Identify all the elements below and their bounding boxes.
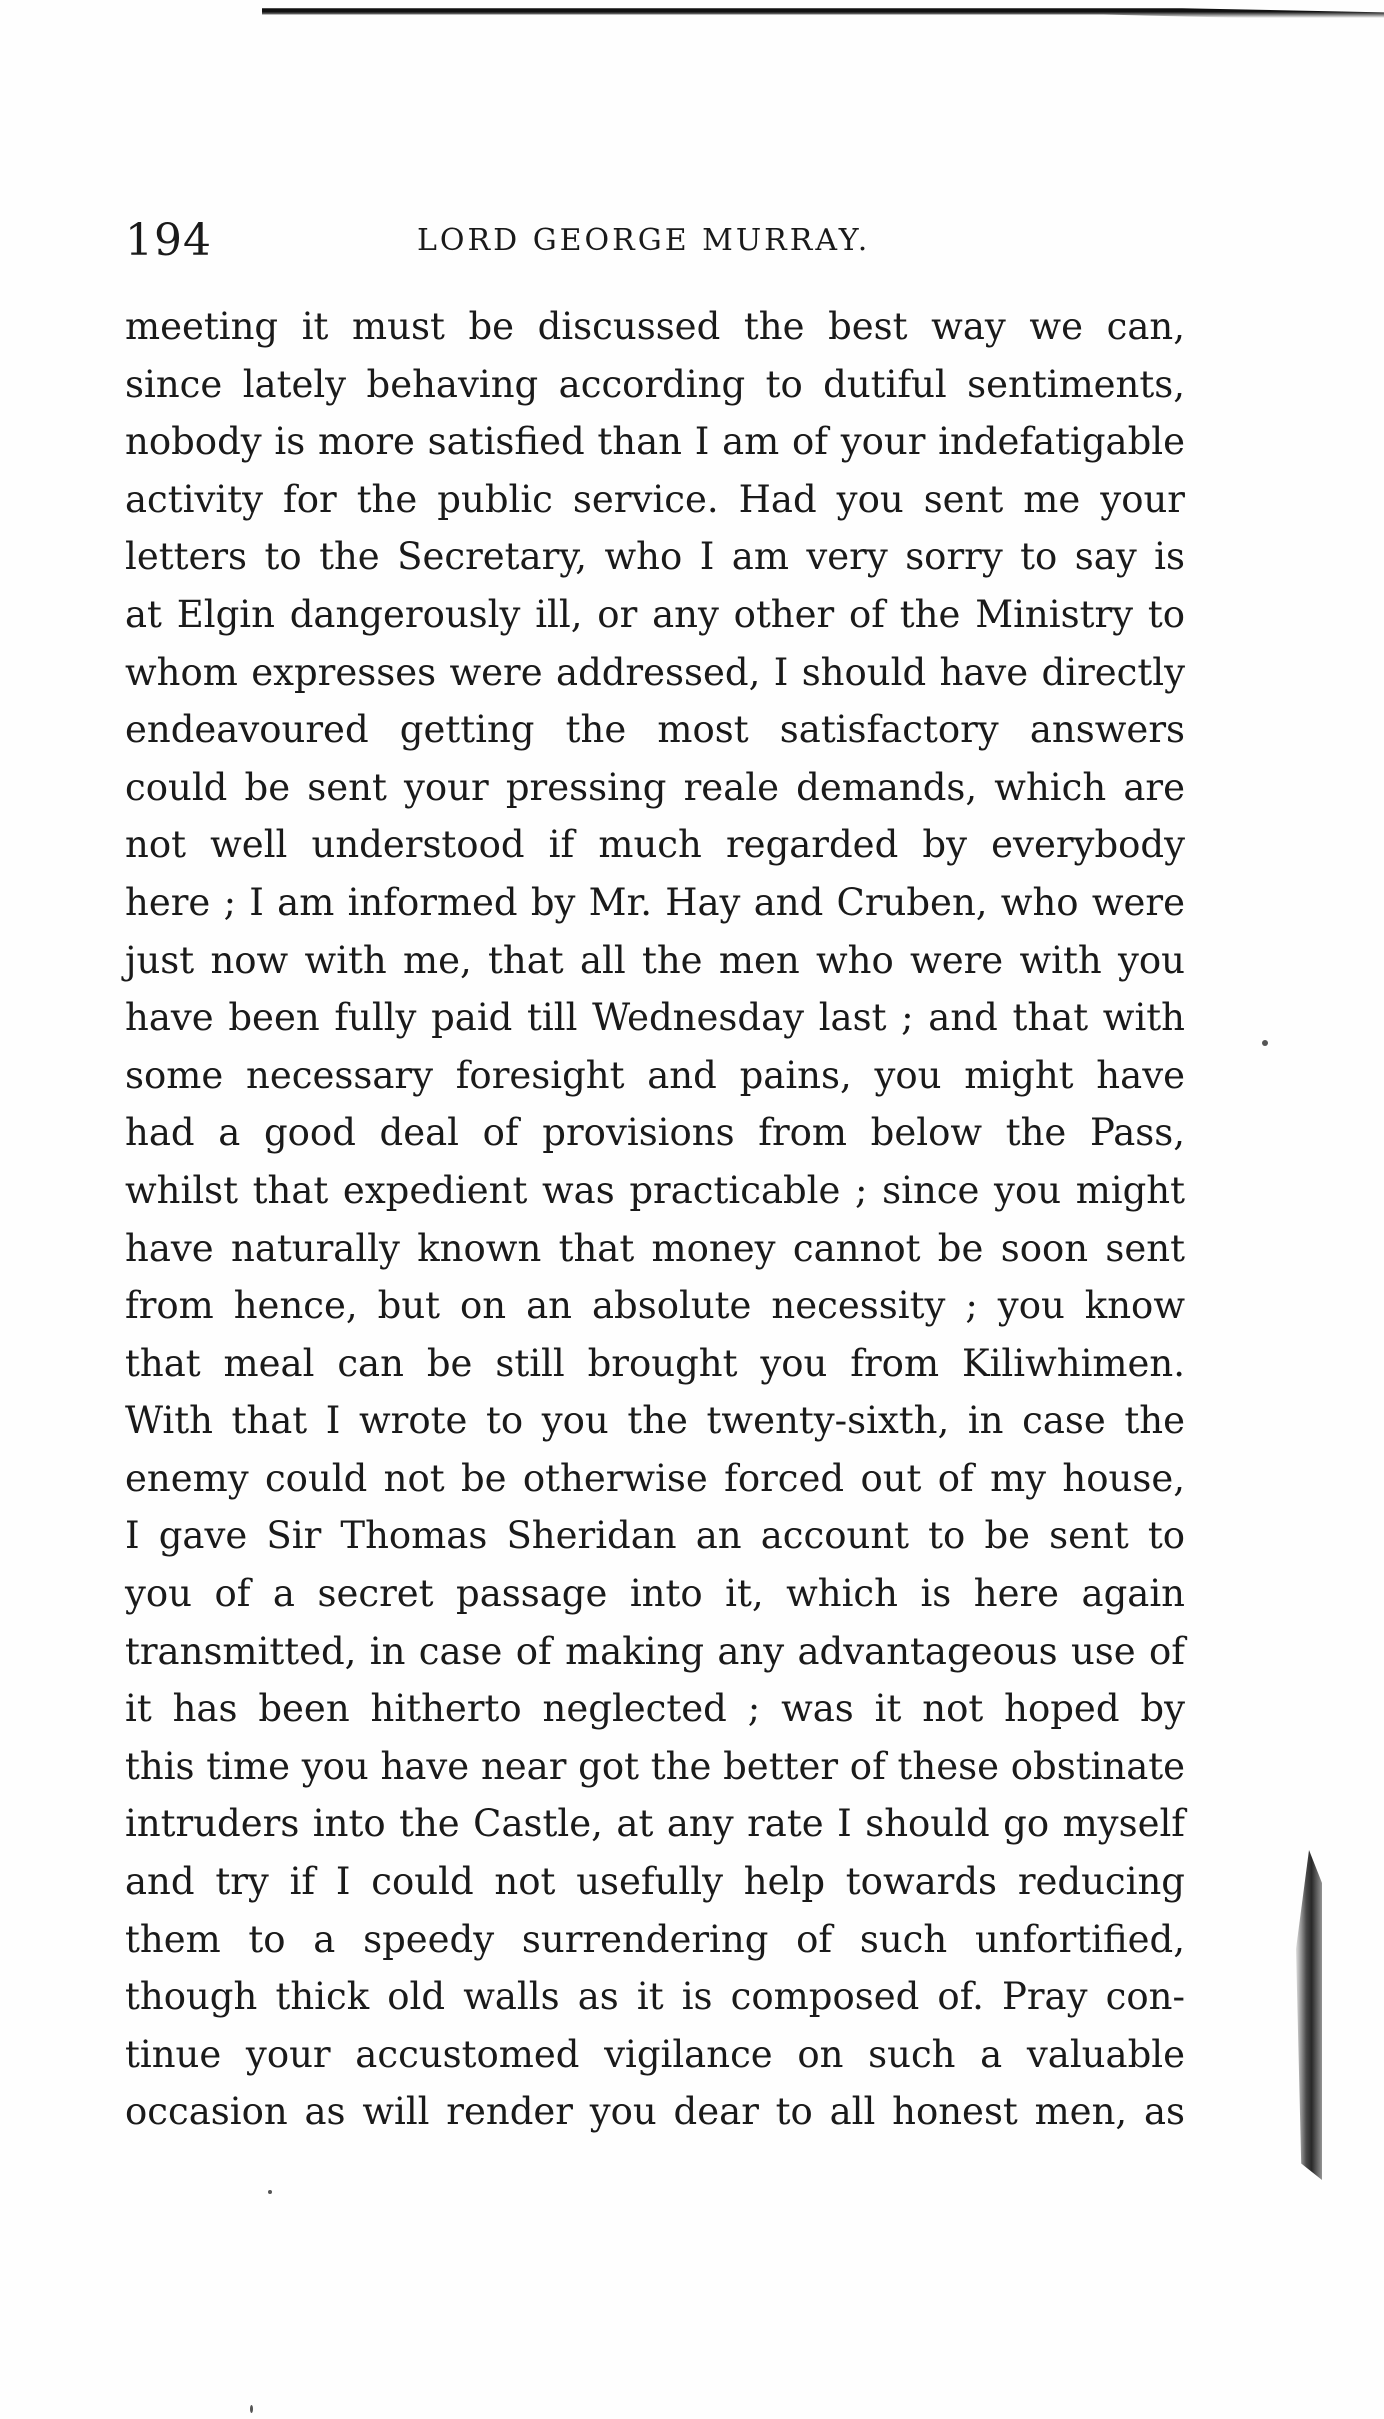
text-line: and try if I could not usefully help towards reducing <box>125 1860 1185 1904</box>
text-line: With that I wrote to you the twenty-sixth, in case the <box>125 1399 1185 1443</box>
text-line: transmitted, in case of making any advantageous use of <box>125 1629 1185 1673</box>
text-line: it has been hitherto neglected ; was it not hoped by <box>125 1687 1185 1731</box>
text-line: here ; I am informed by Mr. Hay and Cruben, who were <box>125 880 1185 924</box>
text-line: could be sent your pressing reale demands, which are <box>125 765 1185 809</box>
text-line: you of a secret passage into it, which is here again <box>125 1572 1185 1616</box>
running-head <box>125 215 905 275</box>
text-line: intruders into the Castle, at any rate I should go myself <box>125 1802 1185 1846</box>
text-line: them to a speedy surrendering of such unfortified, <box>125 1917 1185 1961</box>
running-title: LORD GEORGE MURRAY. <box>417 223 871 258</box>
text-line: enemy could not be otherwise forced out of my house, <box>125 1456 1185 1500</box>
text-line: had a good deal of provisions from below the Pass, <box>125 1111 1185 1155</box>
text-line: activity for the public service. Had you sent me your <box>125 477 1185 521</box>
text-line: occasion as will render you dear to all honest men, as <box>125 2090 1185 2134</box>
text-line: just now with me, that all the men who were with you <box>125 938 1185 982</box>
ink-speck <box>268 2190 272 2194</box>
text-line: whom expresses were addressed, I should have directly <box>125 650 1185 694</box>
page-edge-shadow <box>1296 1850 1322 2180</box>
text-line: have been fully paid till Wednesday last ; and that with <box>125 996 1185 1040</box>
text-line: nobody is more satisfied than I am of your indefatigable <box>125 420 1185 464</box>
text-line: though thick old walls as it is composed of. Pray con- <box>125 1975 1185 2019</box>
text-line: this time you have near got the better of these obstinate <box>125 1744 1186 1788</box>
text-line: at Elgin dangerously ill, or any other of the Ministry to <box>125 592 1185 636</box>
page-number: 194 <box>125 215 212 266</box>
ink-speck <box>250 2405 253 2413</box>
text-line: some necessary foresight and pains, you might have <box>125 1053 1185 1097</box>
text-line: whilst that expedient was practicable ; since you might <box>125 1168 1185 1212</box>
text-line: from hence, but on an absolute necessity ; you know <box>125 1284 1185 1328</box>
text-line: that meal can be still brought you from Kiliwhimen. <box>125 1341 1185 1385</box>
top-edge-rule <box>262 4 1384 18</box>
body-text <box>125 298 1185 2141</box>
text-line: endeavoured getting the most satisfactory answers <box>125 708 1185 752</box>
text-line: not well understood if much regarded by everybody <box>125 823 1185 867</box>
text-line: letters to the Secretary, who I am very sorry to say is <box>125 535 1185 579</box>
text-line: I gave Sir Thomas Sheridan an account to be sent to <box>125 1514 1185 1558</box>
ink-speck <box>1262 1040 1268 1046</box>
text-line: since lately behaving according to dutiful sentiments, <box>125 362 1185 406</box>
text-line: have naturally known that money cannot be soon sent <box>125 1226 1185 1270</box>
text-line: tinue your accustomed vigilance on such a valuable <box>125 2032 1185 2076</box>
text-line: meeting it must be discussed the best way we can, <box>125 305 1185 348</box>
